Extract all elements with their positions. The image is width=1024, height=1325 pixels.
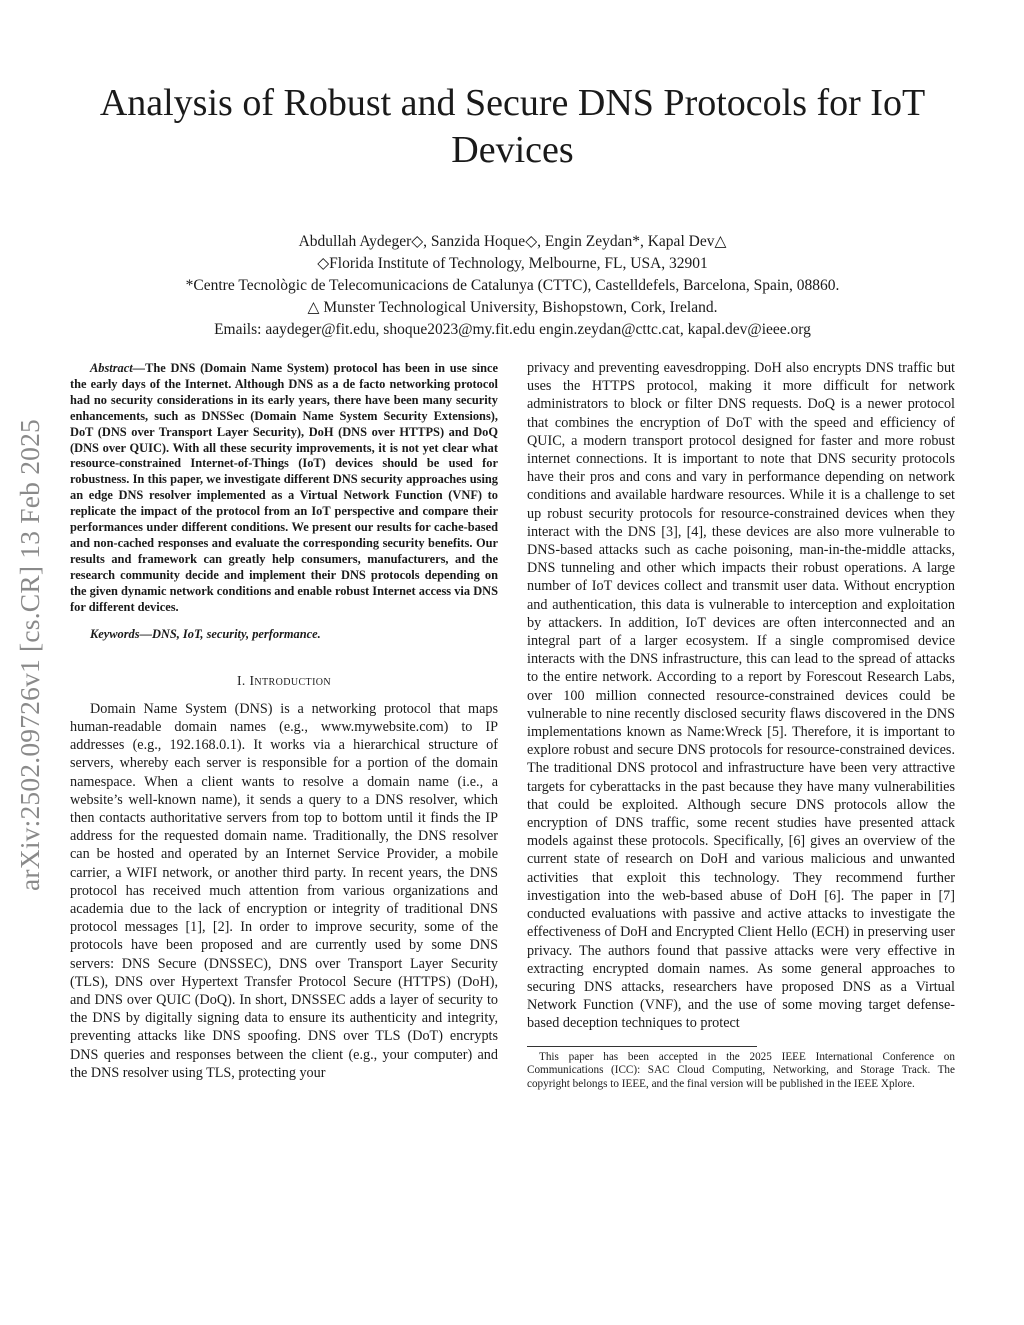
author-names: Abdullah Aydeger◇, Sanzida Hoque◇, Engin Zeydan*, Kapal Dev△	[298, 233, 727, 250]
arxiv-identifier: arXiv:2502.09726v1 [cs.CR] 13 Feb 2025	[14, 418, 45, 892]
footnote-divider	[527, 1046, 757, 1047]
abstract-text: The DNS (Domain Name System) protocol has been in use since the early days of the Internet. Although DNS as a de facto networking protocol had no security considerations in its early years, there have been many security enhancements, such as DNSSec (Domain Name System Security Extensions), DoT (DNS over Transport Layer Security), DoH (DNS over HTTPS) and DoQ (DNS over QUIC). With all these security improvements, it is not yet clear what resource-constrained Internet-of-Things (IoT) devices should be used for robustness. In this paper, we investigate different DNS security approaches using an edge DNS resolver implemented as a Virtual Network Function (VNF) to replicate the impact of the protocol from an IoT perspective and compare their performances under different conditions. We present our results for cache-based and non-cached responses and evaluate the corresponding security benefits. Our results and framework can greatly help consumers, manufacturers, and the research community decide and implement their DNS protocols depending on the given dynamic network conditions and enable robust Internet access via DNS for different devices.	[70, 361, 498, 614]
author-block	[70, 231, 955, 341]
abstract-label: Abstract—	[90, 361, 146, 375]
paper-title: Analysis of Robust and Secure DNS Protocols for IoT Devices	[99, 82, 926, 171]
arxiv-identifier-stamp	[0, 350, 60, 960]
affiliation-munster: △ Munster Technological University, Bishopstown, Cork, Ireland.	[307, 299, 718, 316]
footnote: This paper has been accepted in the 2025 IEEE International Conference on Communications (ICC): SAC Cloud Computing, Networking, and Storage Track. The copyright belongs to IEEE, and the final version will be published in the IEEE Xplore.	[527, 1050, 955, 1091]
section-number: I.	[236, 672, 246, 688]
left-column	[70, 359, 498, 1082]
section-title: Introduction	[249, 672, 332, 688]
keywords: Keywords—DNS, IoT, security, performance.	[90, 626, 321, 641]
author-emails: Emails: aaydeger@fit.edu, shoque2023@my.fit.edu engin.zeydan@cttc.cat, kapal.dev@ieee.org	[214, 321, 811, 338]
right-column	[527, 359, 955, 1092]
affiliation-cttc: *Centre Tecnològic de Telecomunicacions de Catalunya (CTTC), Castelldefels, Barcelona, Spain, 08860.	[185, 277, 840, 294]
section-heading	[70, 672, 498, 690]
affiliation-florida: ◇Florida Institute of Technology, Melbourne, FL, USA, 32901	[317, 255, 708, 272]
introduction-paragraph-right: privacy and preventing eavesdropping. DoH also encrypts DNS traffic but uses the HTTPS protocol, making it more difficult for network administrators to block or filter DNS requests. DoQ is a newer protocol that combines the encryption of DoT with the speed and efficiency of QUIC, a modern transport protocol designed for faster and more robust internet connections. It is important to note that DNS security protocols have their pros and cons and vary in performance depending on network conditions and available hardware resources. While it is a challenge to set up robust security protocols for resource-constrained devices when they interact with the DNS [3], [4], these devices are also more vulnerable to DNS-based attacks such as cache poisoning, man-in-the-middle attacks, DNS tunneling and other which impacts their robust operations. A large number of IoT devices collect and transmit user data. Without encryption and authentication, this data is vulnerable to interception and exploitation by attackers. In addition, IoT devices are often interconnected and an integral part of a larger ecosystem. If a single compromised device interacts with the DNS infrastructure, this can lead to the spread of attacks to the entire network. According to a report by Forescout Research Labs, over 100 million connected resource-constrained devices could be vulnerable to nine recently disclosed security flaws discovered in the DNS implementations known as Name:Wreck [5]. Therefore, it is important to explore robust and secure DNS protocols for resource-constrained devices. The traditional DNS protocol and infrastructure have been very attractive targets for cyberattacks in the past because they have many vulnerabilities that could be exploited. Although secure DNS protocols allow the encryption of DNS traffic, some recent studies have presented attack models against these protocols. Specifically, [6] gives an overview of the current state of research on DoH and various malicious and unwanted activities that exploit this technology. They recommend further investigation into the web-based abuse of DoH [6]. The paper in [7] conducted evaluations with passive and active attacks to investigate the effectiveness of DoH and Encrypted Client Hello (ECH) in preserving user privacy. The authors found that passive attacks were very effective in extracting encrypted domain names. As some general approaches to securing DNS attacks, researchers have proposed DNS as a Virtual Network Function (VNF), and the use of some moving target defense-based deception techniques to protect	[527, 360, 955, 1032]
introduction-paragraph-left: Domain Name System (DNS) is a networking protocol that maps human-readable domain names (e.g., www.mywebsite.com) to IP addresses (e.g., 192.168.0.1). It works via a hierarchical structure of servers, whereby each server is responsible for a portion of the domain namespace. When a client wants to resolve a domain name (i.e., a website’s well-known name), it sends a query to a DNS resolver, which then contacts authoritative servers from top to bottom until it finds the IP address for the requested domain name. Traditionally, the DNS resolver can be hosted and operated by an Internet Service Provider, a mobile carrier, a WIFI network, or another third party. In recent years, the DNS protocol has received much attention from various organizations and academia due to the lack of encryption or integrity of traditional DNS protocol messages [1], [2]. In order to improve security, some of the protocols have been proposed and are currently used by some DNS servers: DNS Secure (DNSSEC), DNS over Transport Layer Security (TLS), DNS over Hypertext Transfer Protocol Secure (HTTPS) (DoH), and DNS over QUIC (DoQ). In short, DNSSEC adds a layer of security to the DNS by digitally signing data to ensure its authenticity and integrity, preventing attacks like DNS spoofing. DNS over TLS (DoT) encrypts DNS queries and responses between the client (e.g., your computer) and the DNS resolver using TLS, protecting your	[70, 700, 498, 1081]
abstract	[70, 361, 498, 616]
